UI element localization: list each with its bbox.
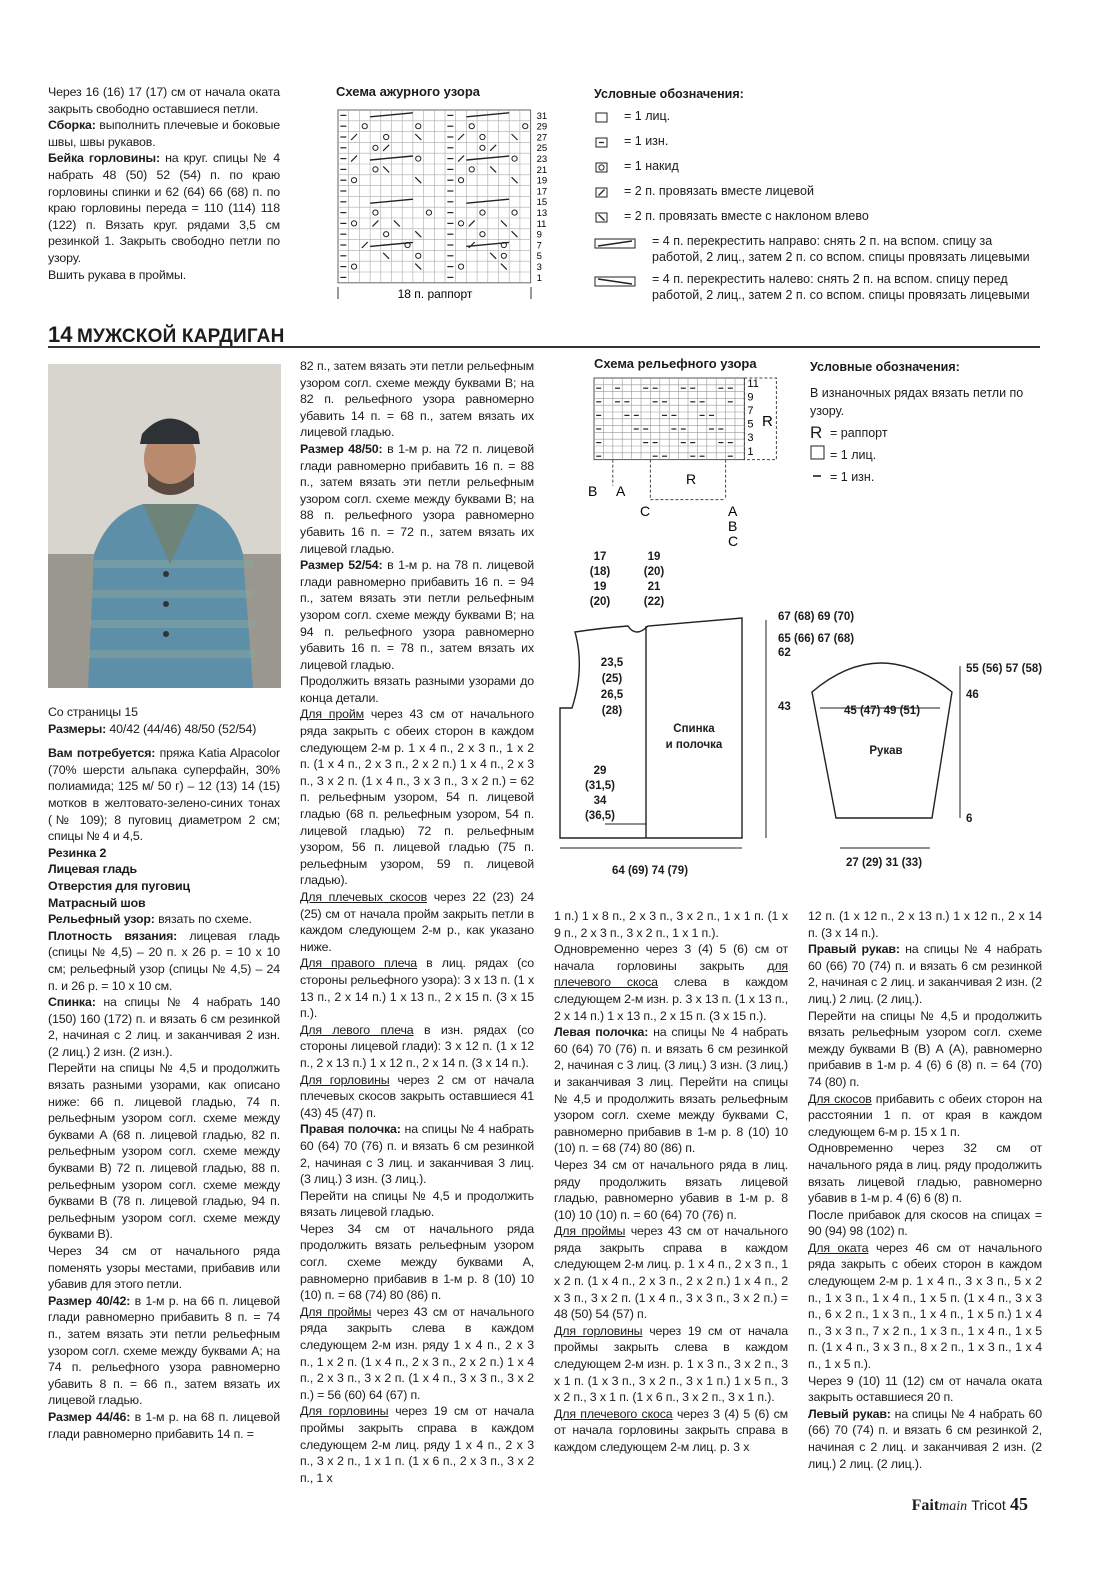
paragraph-text: Со страницы 15 [48,705,138,719]
paragraph-text: через 19 см от начала проймы закрыть справа в каждом следующем 2-м лиц. ряду 1 х 4 п., 2 х 3 п., 3 х 2 п., 1 х 1 п. (1 х 6 п., 2 х 3 п., 3 х 2 п., 1 х [300,1404,534,1485]
cuff-width-dim: 27 (29) 31 (33) [845,857,923,869]
lace-row-number: 29 [536,121,548,133]
paragraph [808,908,1042,941]
paragraph-text: на круг. спицы № 4 набрать 48 (50) 52 (54) п. по краю горловины спинки и 62 (64) 66 (68) п. по краю горловины переда = 110 (114) 118 (122) п. Вязать круг. рядами 3,5 см резинкой 1. Закрыть свободно петли по узору. [48,151,280,265]
yarn-over-mark [384,232,389,237]
relief-chart [582,374,782,554]
shoulder-width-dim: (18) [589,566,611,578]
paragraph [808,1373,1042,1406]
yarn-over-mark [373,167,378,172]
paragraph-heading: Размер 40/42: [48,1293,131,1308]
magazine-brand-script: main [939,1499,968,1514]
relief-chart-title: Схема рельефного узора [594,356,757,371]
yarn-over-mark [512,210,517,215]
legend-relief-item [810,422,1040,444]
paragraph-subheading: Для плечевых скосов [300,890,428,904]
legend-top-text: = 1 накид [624,159,679,173]
paragraph [554,1323,788,1406]
paragraph-text: Перейти на спицы № 4,5 и продолжить вязать лицевой гладью. [300,1188,534,1220]
paragraph [300,1304,534,1404]
half-width-dim: 34 [593,795,607,807]
paragraph-text: через 43 см от начального ряда закрыть с обеих сторон в каждом следующем 2-м р. 1 х 4 п., 2 х 3 п., 1 х 2 п. (1 х 4 п., 2 х 3 п., 2 х 2 п.) 1 х 4 п., 2 х 3 п., 3 х 2 п. (1 х 4 п., 3 х 3 п., 3 х 2 п.) = 62 п. рельефным узором, 54 п. лицевой гладью (68 п. рельефным узором, 54 п. лицевой гладью) 72 п. рельефным узором, 56 п. лицевой гладью (75 п. рельефным узором, 59 п. лицевой гладью). [300,707,534,888]
paragraph-text: Продолжить вязать разными узорами до конца детали. [300,674,534,705]
yarn-over-mark [426,210,431,215]
paragraph [300,1121,534,1187]
paragraph [48,704,280,721]
ssk-icon [594,206,624,231]
paragraph [300,358,534,441]
paragraph-text: прибавить с обеих сторон на расстоянии 1 п. от края в каждом следующем 6-м р. 15 х 1 п. [808,1091,1042,1139]
k2tog-mark [362,242,368,248]
shoulder-width-dim: 19 [593,581,607,593]
paragraph [300,889,534,955]
lace-row-number: 19 [536,175,548,187]
lace-row-number: 15 [536,197,548,209]
paragraph-text: на спицы № 4 набрать 60 (66) 70 (74) п. и вязать 6 см резинкой 2, начиная с 2 лиц. и заканчивая 2 изн. (2 лиц.) 2 лиц. (2 лиц.). [808,942,1042,1006]
yarn-over-mark [416,124,421,129]
legend-top-text: = 2 п. провязать вместе лицевой [624,184,814,198]
paragraph [554,1157,788,1223]
paragraph-subheading: Для скосов [808,1091,872,1106]
paragraph-text: в 1-м р. на 68 п. лицевой глади равномерно прибавить 14 п. = [48,1409,281,1441]
magazine-brand: Fait [911,1497,940,1514]
paragraph [300,673,534,706]
k2tog-mark [458,156,464,162]
k2tog-mark [469,220,475,226]
paragraph [48,1060,280,1243]
paragraph-text: через 2 см от начала плечевых скосов закрыть оставшиеся 41 (43) 45 (47) п. [300,1072,534,1120]
paragraph [554,1406,788,1456]
yarn-over-mark [501,253,506,258]
armhole-dim: 26,5 [600,689,624,701]
paragraph [48,267,280,284]
legend-top-item [594,181,1044,206]
paragraph [300,441,534,557]
paragraph-subheading: Для плечевого скоса [554,1406,673,1421]
paragraph-text: Перейти на спицы № 4,5 и продолжить вязать рельефным узором согл. схеме между буквами В (В) А (А), равномерно прибавив в 1-м р. 4 (6) 6 (8) п. = 64 (70) 74 (80) п. [808,1008,1042,1089]
purl-square-icon [594,131,624,156]
paragraph-text: на спицы № 4 набрать 60 (64) 70 (76) п. и вязать 6 см резинкой 2, начиная с 3 лиц. (3 лиц.) 3 изн. (3 лиц.) и заканчивая 3 лиц. Перейти на спицы № 4,5 и продолжить вязать рельефным узором согл. схеме между буквами С, равномерно прибавив в 1-м р. 8 (10) 10 (10) п. = 68 (74) 80 (86) п. [554,1025,788,1156]
paragraph [808,1091,1042,1141]
lace-row-number: 1 [536,272,542,284]
ssk-mark [415,231,421,237]
yarn-over-mark [469,167,474,172]
half-width-dim: 29 [593,765,607,777]
legend-top-text: = 4 п. перекрестить налево: снять 2 п. на вспом. спицу перед работой, 2 лиц., затем 2 п. со вспом. спицы провязать лицевыми [652,272,1030,302]
side-length-dim: 43 [778,701,791,713]
lace-row-number: 23 [536,154,548,165]
yarn-over-mark [458,178,463,183]
ssk-mark [394,220,400,226]
lace-chart [332,104,562,304]
paragraph-text: выполнить плечевые и боковые швы, швы рукавов. [48,118,280,149]
k2tog-mark [458,134,464,140]
relief-row-number: 9 [747,391,754,404]
paragraph [808,1207,1042,1240]
paragraph-heading: Размер 52/54: [300,558,383,573]
repeat-symbol: R [810,423,823,442]
cardigan-photo [48,364,281,688]
ssk-mark [512,231,518,237]
paragraph-text: в лиц. рядах (со стороны рельефного узора): 3 х 13 п. (1 х 13 п., 2 х 14 п.) 1 х 13 п., 2 х 15 п. (3 х 15 п.). [300,956,534,1021]
shoulder-width-dim: (20) [589,596,611,608]
lace-row-number: 7 [536,240,542,252]
paragraph-heading: Резинка 2 [48,845,107,860]
lace-row-number: 13 [536,208,548,219]
lace-row-number: 11 [536,218,547,230]
legend-top-item [594,269,1044,307]
paragraph-heading: Правый рукав: [808,942,900,957]
paragraph [48,878,280,895]
paragraph-heading: Вам потребуется: [48,746,156,761]
paragraph-heading: Матрасный шов [48,895,146,910]
paragraph [554,908,788,941]
paragraph-text: 1 п.) 1 х 8 п., 2 х 3 п., 3 х 2 п., 1 х 1 п. (1 х 9 п., 2 х 3 п., 3 х 2 п., 1 х 1 п.). [554,909,788,940]
ssk-mark [501,220,507,226]
k2tog-mark [469,242,475,248]
knit-square-icon [594,106,624,131]
body-label: Спинка [673,723,715,735]
paragraph-text: Через 34 см от начального ряда поменять узоры местами, прибавив или убавив для этого петли. [48,1244,280,1292]
paragraph-text: 40/42 (44/46) 48/50 (52/54) [106,721,257,736]
paragraph-subheading: Для горловины [554,1323,643,1338]
yarn-over-mark [523,124,528,129]
yarn-over-mark [373,210,378,215]
paragraph-text: Одновременно через 32 см от начального ряда в лиц. ряду продолжить вязать лицевой гладью, равномерно убавив в 1-м р. 4 (6) 6 (8) п. [808,1141,1042,1206]
relief-repeat-mark: R [762,413,773,430]
relief-letter: C [640,503,651,519]
ssk-mark [490,166,496,172]
paragraph-text: через 43 см от начального ряда закрыть справа в каждом следующем 2-м лиц. р. 1 х 4 п., 2 х 3 п., 1 х 2 п. (1 х 4 п., 2 х 3 п., 2 х 2 п.) 1 х 4 п., 2 х 3 п., 3 х 2 п. (1 х 4 п., 3 х 3 п., 3 х 2 п.) = 48 (50) 54 (57) п. [554,1224,788,1322]
lace-row-number: 21 [536,164,548,176]
paragraph-text: в изн. рядах (со стороны лицевой глади): 3 х 12 п. (1 х 12 п., 2 х 13 п.) 1 х 12 п., 2 х 14 п. (3 х 14 п.). [300,1022,534,1070]
paragraph-text: слева в каждом следующем 2-м изн. р. 3 х 13 п. (1 х 13 п., 2 х 14 п.) 1 х 13 п., 2 х 15 п. (3 х 15 п.). [554,975,789,1023]
legend-top-text: = 1 лиц. [624,109,671,123]
legend-relief-item [810,444,1040,466]
yarn-over-mark [416,253,421,258]
page-number: 45 [1010,1494,1028,1514]
armhole-dim: (28) [601,705,623,717]
paragraph-text: Через 16 (16) 17 (17) см от начала оката закрыть свободно оставшиеся петли. [48,85,280,116]
ssk-mark [490,253,496,259]
paragraph [48,1293,280,1409]
legend-top-item [594,131,1044,156]
legend-top-title: Условные обозначения: [594,87,744,101]
paragraph-subheading: Для правого плеча [300,956,418,971]
ssk-mark [383,166,389,172]
legend-relief-title: Условные обозначения: [810,360,960,374]
total-height-dim: 67 (68) 69 (70) [778,611,855,623]
paragraph [300,557,534,673]
ssk-mark [415,177,421,183]
yarn-over-mark [362,124,367,129]
cable-left-icon [594,269,652,294]
lace-row-number: 25 [536,143,548,155]
paragraph-text: пряжа Katia Alpacolor (70% шерсти альпака суперфайн, 30% полиамида; 125 м/ 50 г) – 12 (13) 14 (15) мотков в желтовато-зелено-синих тонах (№ 109); 8 пуговиц диаметром 2 см; спицы № 4 и 4,5. [48,746,280,844]
paragraph [554,1024,788,1157]
shoulder-width-dim: (22) [643,596,665,608]
legend-relief-text: = 1 изн. [830,470,875,484]
paragraph-heading: Отверстия для пуговиц [48,878,190,893]
paragraph-text: Через 34 см от начального ряда продолжить вязать рельефным узором согл. схеме между буквами А, равномерно прибавив в 1-м р. 8 (10) 10 (10) п. = 68 (74) 80 (86) п. [300,1221,534,1303]
relief-row-number: 3 [747,432,754,445]
lace-chart-title: Схема ажурного узора [336,84,480,99]
paragraph [554,941,788,1024]
cuff-height-dim: 6 [966,813,973,825]
text-column-2 [300,358,534,1486]
legend-relief [810,358,1040,488]
paragraph-subheading: Для пройм [300,707,364,722]
relief-row-number: 11 [747,377,759,390]
legend-relief-text: = раппорт [830,426,888,440]
page-footer [912,1494,1028,1515]
paragraph [48,84,280,117]
k2tog-mark [351,134,357,140]
paragraph-text: Перейти на спицы № 4,5 и продолжить вязать разными узорами, как описано ниже: 66 п. лицевой гладью, 74 п. рельефным узором согл. схеме между буквами А (68 п. лицевой гладью, 82 п. рельефным узором согл. схеме между буквами В) 72 п. лицевой гладью, 88 п. рельефным узором согл. схеме между буквами В (78 п. лицевой гладью, 94 п. рельефным узором согл. схеме между буквами В). [48,1061,280,1242]
paragraph [808,1406,1042,1472]
total-height-dim: 65 (66) 67 (68) [778,633,855,645]
yarn-over-mark [512,156,517,161]
paragraph-subheading: для плечевого скоса [554,958,788,990]
relief-letter: C [728,533,739,549]
lace-row-number: 17 [536,186,548,198]
yarn-over-mark [351,221,356,226]
relief-row-number: 1 [747,445,754,458]
paragraph-heading: Левый рукав: [808,1406,891,1421]
paragraph-text: 12 п. (1 х 12 п., 2 х 13 п.) 1 х 12 п., 2 х 14 п. (3 х 14 п.). [808,909,1042,940]
paragraph [300,1072,534,1122]
paragraph-text: на спицы № 4 набрать 140 (150) 160 (172) п. и вязать 6 см резинкой 2, начиная с 2 лиц. и заканчивая 2 изн. (2 лиц.) 2 изн. (2 изн.). [48,995,280,1059]
half-width-dim: (36,5) [584,810,616,822]
sleeve-length-dim: 46 [966,689,979,701]
sleeve-outline [812,663,952,818]
paragraph-text: После прибавок для скосов на спицах = 90 (94) 98 (102) п. [808,1207,1042,1239]
bottom-width-dim: 64 (69) 74 (79) [611,865,689,877]
sleeve-height-dim: 55 (56) 57 (58) [966,663,1043,675]
paragraph-text: в 1-м р. на 78 п. лицевой глади равномерно прибавить 16 п. = 94 п., затем вязать эти петли рельефным узором согл. схеме между буквами В; на 94 п. рельефного узора равномерно убавить 16 п. = 78 п., затем вязать их лицевой гладью. [300,558,535,672]
k2tog-mark [351,156,357,162]
paragraph-text: через 46 см от начального ряда закрыть с обеих сторон в каждом следующем 2-м р. 1 х 4 п., 3 х 3 п., 5 х 2 п., 1 х 3 п., 1 х 4 п., 1 х 5 п. (1 х 4 п., 3 х 3 п., 6 х 2 п., 1 х 3 п., 1 х 4 п., 1 х 5 п.) 1 х 4 п., 3 х 3 п., 7 х 2 п., 1 х 3 п., 1 х 4 п., 1 х 5 п. (1 х 4 п., 3 х 3 п., 8 х 2 п., 1 х 3 п., 1 х 4 п., 1 х 5 п.). [808,1240,1042,1372]
paragraph [48,1409,280,1442]
paragraph-heading: Рельефный узор: [48,912,155,927]
ssk-mark [512,177,518,183]
body-label: и полочка [665,739,723,751]
shoulder-width-dim: 17 [593,551,607,563]
paragraph [300,1221,534,1304]
paragraph [808,1240,1042,1373]
paragraph-heading: Бейка горловины: [48,151,160,166]
paragraph-text: Одновременно через 3 (4) 5 (6) см от начала горловины закрыть [554,942,788,973]
shoulder-width-dim: (20) [643,566,665,578]
paragraph-text: через 19 см от начала проймы закрыть слева в каждом следующем 2-м изн. р. 1 х 3 п., 3 х 2 п., 3 х 1 п. (1 х 3 п., 3 х 2 п., 3 х 1 п.) 1 х 5 п., 3 х 2 п., 3 х 1 п. (1 х 6 п., 3 х 2 п., 3 х 1 п.). [554,1323,788,1405]
section-number: 14 [48,322,73,347]
ssk-mark [383,253,389,259]
total-height-dim: 62 [778,647,791,659]
paragraph [300,955,534,1021]
legend-top-item [594,106,1044,131]
paragraph [300,1403,534,1486]
paragraph [48,721,280,738]
paragraph-text: через 22 (23) 24 (25) см от начала пройм закрыть петли в каждом следующем 2-м р., как указано ниже. [300,890,534,954]
relief-row-number: 5 [747,418,754,431]
paragraph-text: через 3 (4) 5 (6) см от начала горловины закрыть справа в каждом следующем 2-м лиц. р. 3 х [554,1406,788,1454]
legend-top-item [594,231,1044,269]
paragraph-heading: Спинка: [48,995,96,1010]
sleeve-label: Рукав [869,745,903,757]
paragraph [48,117,280,150]
garment-schematic [550,548,1050,888]
yarn-over-icon [594,156,624,181]
paragraph-text: на спицы № 4 набрать 60 (66) 70 (74) п. и вязать 6 см резинкой 2, начиная с 2 лиц. и заканчивая 2 изн. (2 лиц.) 2 лиц. (2 лиц.). [808,1406,1042,1471]
paragraph [554,1223,788,1323]
armhole-dim: (25) [601,673,623,685]
relief-letter: A [616,483,626,499]
section-heading [48,322,1040,348]
k2tog-mark [372,220,378,226]
paragraph-text: 82 п., затем вязать эти петли рельефным узором согл. схеме между буквами В; на 82 п. рельефного узора равномерно убавить 14 п. = 68 п., затем вязать их лицевой гладью. [300,359,534,440]
text-column-1 [48,704,280,1442]
paragraph-text: лицевая гладь (спицы № 4,5) – 20 п. х 26 р. = 10 х 10 см; рельефный узор (спицы № 4,5) – 24 п. и 26 р. = 10 х 10 см. [48,928,280,993]
paragraph-heading: Размер 48/50: [300,441,383,456]
paragraph [808,1008,1042,1091]
lace-row-number: 31 [536,110,548,122]
relief-row-number: 7 [747,405,754,417]
paragraph [48,745,280,845]
paragraph [48,911,280,928]
lace-row-number: 3 [536,262,542,273]
yarn-over-mark [480,210,485,215]
armhole-dim: 23,5 [600,657,624,669]
yarn-over-mark [384,134,389,139]
yarn-over-mark [458,221,463,226]
paragraph-subheading: Для проймы [300,1304,372,1319]
legend-relief-item [810,466,1040,488]
paragraph-heading: Размер 44/46: [48,1409,131,1424]
paragraph-text: Через 34 см от начального ряда в лиц. ряду продолжить вязать лицевой гладью, равномерно убавив в 1-м р. 8 (10) 10 (10) п. = 60 (64) 70 (76) п. [554,1157,788,1222]
ssk-mark [415,134,421,140]
man-in-cardigan-illustration [48,364,281,688]
relief-letter: R [686,471,697,487]
paragraph-text: вязать по схеме. [154,912,252,927]
paragraph [48,150,280,266]
legend-relief-note: В изнаночных рядах вязать петли по узору. [810,386,1024,418]
paragraph-text: Через 9 (10) 11 (12) см от начала оката закрыть оставшиеся 20 п. [808,1373,1042,1405]
yarn-over-mark [480,232,485,237]
legend-top-text: = 2 п. провязать вместе с наклоном влево [624,209,869,223]
yarn-over-mark [416,156,421,161]
yarn-over-mark [373,145,378,150]
k2tog-icon [594,181,624,206]
yarn-over-mark [480,134,485,139]
half-width-dim: (31,5) [584,780,616,792]
paragraph [48,895,280,912]
yarn-over-mark [351,264,356,269]
paragraph-heading: Плотность вязания: [48,928,178,943]
paragraph-subheading: Для оката [808,1240,869,1255]
relief-letter: B [728,518,738,534]
text-column-4 [808,908,1042,1472]
paragraph [808,941,1042,1007]
magazine-section: Tricot [971,1497,1006,1513]
legend-top-text: = 1 изн. [624,134,669,148]
paragraph-heading: Лицевая гладь [48,862,137,877]
k2tog-mark [383,145,389,151]
paragraph-heading: Правая полочка: [300,1122,401,1137]
yarn-over-mark [469,124,474,129]
paragraph [808,1140,1042,1206]
paragraph-heading: Левая полочка: [554,1025,649,1040]
legend-top [594,84,1044,307]
legend-top-item [594,156,1044,181]
paragraph-subheading: Для горловины [300,1072,390,1087]
top-instructions [48,84,280,283]
paragraph-heading: Размеры: [48,721,107,736]
ssk-mark [415,264,421,270]
paragraph-text: в 1-м р. на 72 п. лицевой глади равномерно прибавить 16 п. = 88 п., затем вязать эти петли рельефным узором согл. схеме между буквами В; на 88 п. рельефного узора равномерно убавить 16 п. = 72 п., затем вязать их лицевой гладью. [300,441,535,556]
paragraph [300,1022,534,1072]
paragraph-subheading: Для проймы [554,1224,626,1239]
paragraph [48,928,280,994]
legend-relief-text: = 1 лиц. [830,448,877,462]
legend-top-item [594,206,1044,231]
paragraph [48,994,280,1060]
knit-square-icon [810,445,830,466]
ssk-mark [501,264,507,270]
paragraph [48,1243,280,1293]
shoulder-width-dim: 21 [647,581,661,593]
paragraph [48,861,280,878]
purl-dash-icon [810,467,830,488]
legend-top-text: = 4 п. перекрестить направо: снять 2 п. на вспом. спицу за работой, 2 лиц., затем 2 п. со вспом. спицы провязать лицевыми [652,234,1030,264]
paragraph-text: через 43 см от начального ряда закрыть слева в каждом следующем 2-м изн. ряду 1 х 4 п., 2 х 3 п., 1 х 2 п. (1 х 4 п., 2 х 3 п., 2 х 2 п.) 1 х 4 п., 2 х 3 п., 3 х 2 п. (1 х 4 п., 3 х 3 п., 3 х 2 п.) = 56 (60) 64 (67) п. [300,1304,534,1402]
paragraph [48,845,280,862]
text-column-3 [554,908,788,1456]
yarn-over-mark [351,178,356,183]
paragraph-text: Вшить рукава в проймы. [48,267,187,282]
yarn-over-mark [480,145,485,150]
paragraph [300,1188,534,1221]
relief-letter: A [728,503,738,519]
lace-row-number: 9 [536,229,542,241]
sleeve-width-dim: 45 (47) 49 (51) [843,705,921,717]
lace-row-number: 27 [536,132,548,144]
paragraph-subheading: Для горловины [300,1404,389,1419]
yarn-over-mark [458,264,463,269]
k2tog-mark [490,145,496,151]
shoulder-width-dim: 19 [647,551,661,563]
cable-right-icon [594,231,652,256]
section-title: МУЖСКОЙ КАРДИГАН [76,326,285,347]
ssk-mark [512,134,518,140]
lace-row-number: 5 [536,251,542,263]
paragraph [300,706,534,889]
lace-repeat-label: 18 п. раппорт [397,287,473,301]
paragraph-text: на спицы № 4 набрать 60 (64) 70 (76) п. и вязать 6 см резинкой 2, начиная с 3 лиц. и заканчивая 3 лиц. (3 лиц.) 3 изн. (3 лиц.). [300,1122,534,1187]
paragraph-text: в 1-м р. на 66 п. лицевой глади равномерно прибавить 8 п. = 74 п., затем вязать эти петли рельефным узором согл. схеме между буквами А; на 74 п. рельефного узора равномерно убавить 8 п. = 66 п., затем вязать их лицевой гладью. [48,1293,281,1408]
relief-letter: B [588,483,598,499]
paragraph-heading: Сборка: [48,118,96,133]
paragraph-subheading: Для левого плеча [300,1022,414,1037]
